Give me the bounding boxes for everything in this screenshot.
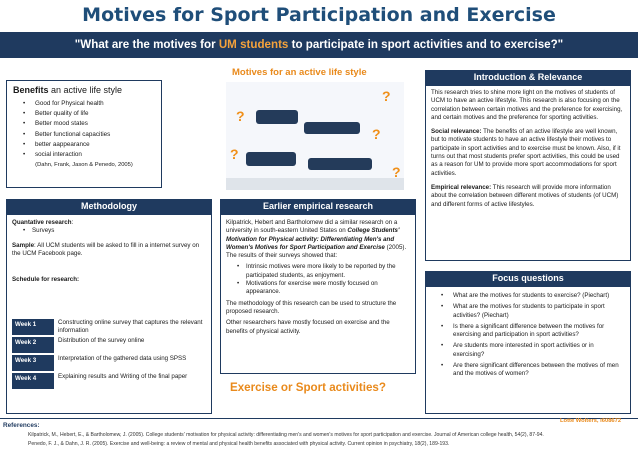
methodology-box xyxy=(6,214,212,414)
author-name: Lotte Wolters, i608672 xyxy=(560,418,622,424)
quant-research: Quantative research: xyxy=(12,219,74,226)
methodology-header: Methodology xyxy=(6,199,212,214)
list-item: • Motivations for exercise were mostly focused on appearance. xyxy=(234,280,410,297)
focus-list xyxy=(431,292,625,379)
list-item: • better aappearance xyxy=(13,140,155,150)
focus-box xyxy=(425,286,631,414)
quant-list xyxy=(20,227,206,235)
references-label: References: xyxy=(3,422,40,429)
list-item: • Better functional capacities xyxy=(13,130,155,140)
early-intro-paragraph: Kilpatrick, Hebert and Bartholomew did a similar research on a university in south-eastern United States on College Students' Motivation for Physical activity: Differentiating Men's and Women's Motives for Sport Participation and Exercise (2005). The results of their surveys showed that: xyxy=(226,219,407,260)
list-item: • What are the motives for students to exercise? (Piechart) xyxy=(431,292,625,300)
benefits-list xyxy=(13,99,155,160)
focus-header: Focus questions xyxy=(425,271,631,286)
person-silhouette xyxy=(308,158,372,170)
schedule-row-week-3: Week 3 Interpretation of the gathered data using SPSS xyxy=(12,355,206,371)
list-item: • Are there significant differences between the motives of men and the motives of women? xyxy=(431,362,625,379)
empirical-relevance: Empirical relevance: This research will provide more information about the correlation between different motives of students (of UCM) and different forms of active lifestyles. xyxy=(431,183,619,208)
research-question-banner xyxy=(0,32,638,58)
question-mark: ? xyxy=(382,88,391,104)
benefits-box xyxy=(6,80,162,188)
intro-paragraph: This research tries to shine more light on the motives of students of UCM to have an active lifestyle. This research is also focusing on the correlation between certain motives and the preference for exercising, and certain motives and the preference for sporting activities. xyxy=(431,89,623,121)
schedule-title: Schedule for research: xyxy=(12,276,80,284)
list-item: • Good for Physical health xyxy=(13,99,155,109)
list-item: • Better mood states xyxy=(13,119,155,129)
sample-text: Sample: All UCM students will be asked to fill in a internet survey on the UCM Facebook page. xyxy=(12,241,200,257)
list-item: • Better quality of life xyxy=(13,109,155,119)
list-item: • What are the motives for students to participate in sport activities? (Piechart) xyxy=(431,303,625,320)
list-item: • social interaction xyxy=(13,150,155,160)
question-mark: ? xyxy=(392,164,401,180)
schedule-row-week-4: Week 4 Explaining results and Writing of the final paper xyxy=(12,373,206,389)
earlier-research-box xyxy=(220,214,416,374)
banner-text-start: "What are the motives for xyxy=(74,38,219,51)
intro-box xyxy=(425,85,631,261)
early-paragraph-2: The methodology of this research can be used to structure the proposed research. xyxy=(226,299,397,315)
poster-title: Motives for Sport Participation and Exercise xyxy=(82,4,556,26)
exercise-or-sport-question: Exercise or Sport activities? xyxy=(230,381,386,394)
schedule-row-week-2: Week 2 Distribution of the survey online xyxy=(12,337,206,353)
intro-header: Introduction & Relevance xyxy=(425,70,631,85)
list-item: • Intrinsic motives were more likely to be reported by the participated students, as enjoyment. xyxy=(234,263,410,280)
list-item: • Are students more interested in sport activities or in exercising? xyxy=(431,342,625,359)
floor xyxy=(226,178,404,190)
photo-title: Motives for an active life style xyxy=(232,67,367,78)
exercise-photo xyxy=(226,82,404,190)
question-mark: ? xyxy=(372,126,381,142)
early-findings-list xyxy=(234,263,410,296)
banner-highlight: UM students xyxy=(218,38,289,51)
references-bar xyxy=(0,418,638,452)
person-silhouette xyxy=(256,110,298,124)
earlier-research-header: Earlier empirical research xyxy=(220,199,416,214)
banner-text-end: to participate in sport activities and to exercise?" xyxy=(288,38,564,51)
person-silhouette xyxy=(304,122,360,134)
reference-item: Kilpatrick, M., Hebert, E., & Bartholomew, J. (2005). College students' motivation for physical activity: differentiating men's and women's motives for sport participation and exercise. Journal of American college health, 54(2), 87-94. xyxy=(28,432,544,438)
social-relevance: Social relevance: The benefits of an active lifestyle are well known, but to motivate students to have an active lifestyle their motives to participate in sport activities and to exercise must be known. Also, if it turns out that most students prefer sport activities, this could be used as a reason for UM to provide more sport accommodations for sport activities. xyxy=(431,128,621,177)
question-mark: ? xyxy=(236,108,245,124)
schedule-row-week-1: Week 1 Constructing online survey that captures the relevant information xyxy=(12,319,206,335)
benefits-title: Benefits an active life style xyxy=(13,85,123,95)
person-silhouette xyxy=(246,152,296,166)
list-item: • Is there a significant difference between the motives for exercising and participation in sport activities? xyxy=(431,323,625,340)
benefits-citation: (Dahn, Frank, Jason & Penedo, 2005) xyxy=(35,162,133,169)
question-mark: ? xyxy=(230,146,239,162)
early-paragraph-3: Other researchers have mostly focused on exercise and the benefits of physical activity. xyxy=(226,319,390,335)
list-item: • Surveys xyxy=(20,227,206,235)
reference-item: Penedo, F. J., & Dahn, J. R. (2005). Exercise and well-being: a review of mental and physical health benefits associated with physical activity. Current opinion in psychiatry, 18(2), 189-193. xyxy=(28,441,450,447)
